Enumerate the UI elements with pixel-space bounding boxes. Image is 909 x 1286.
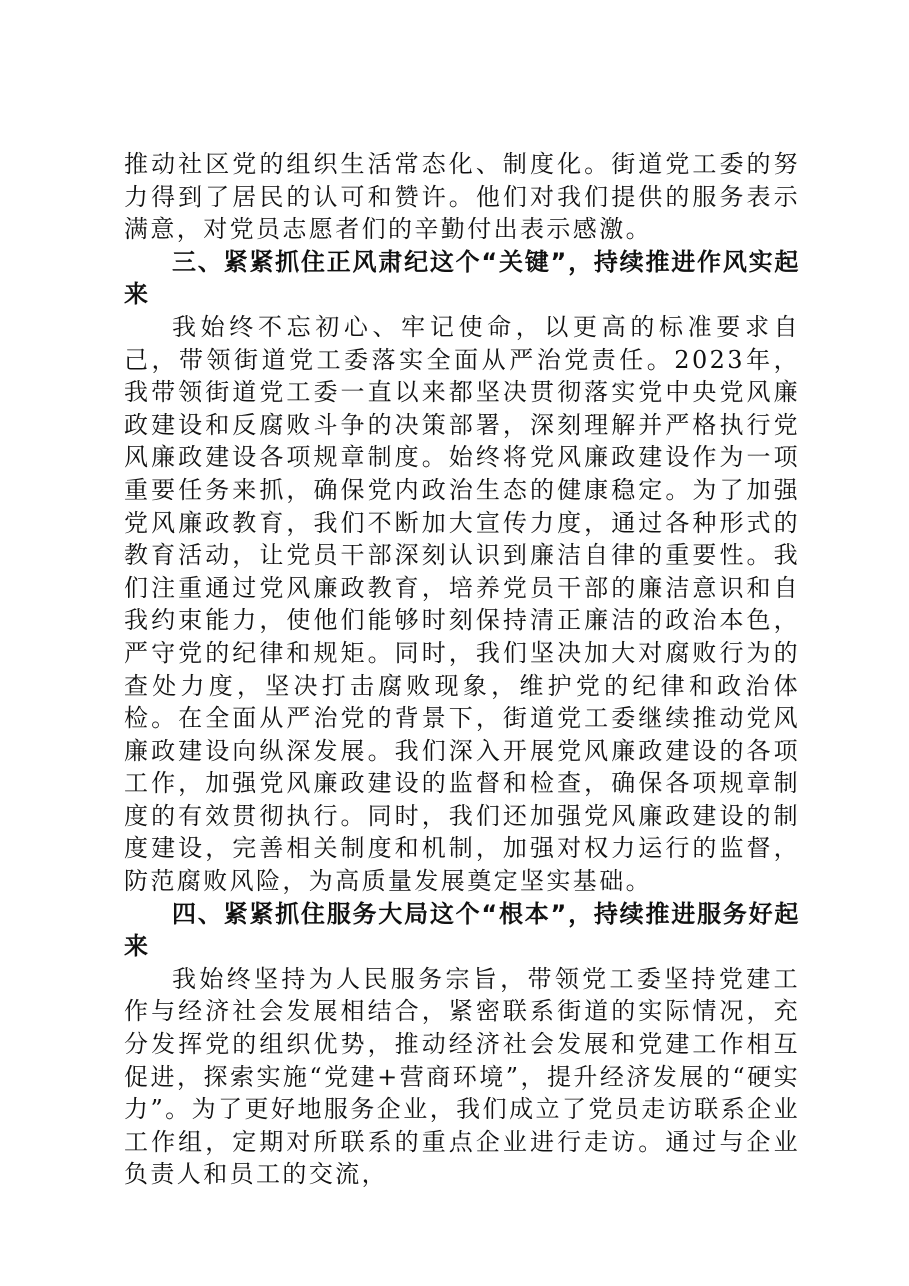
body-paragraph-service: 我始终坚持为人民服务宗旨，带领党工委坚持党建工作与经济社会发展相结合，紧密联系街道的实际情况，充分发挥党的组织优势，推动经济社会发展和党建工作相互促进，探索实施“党建+营商环境”，提升经济发展的“硬实力”。为了更好地服务企业，我们成立了党员走访联系企业工作组，定期对所联系的重点企业进行走访。通过与企业负责人和员工的交流， [124, 964, 800, 1189]
section-heading-four: 四、紧紧抓住服务大局这个“根本”，持续推进服务好起来 [124, 899, 800, 961]
body-paragraph-continuation: 推动社区党的组织生活常态化、制度化。街道党工委的努力得到了居民的认可和赞许。他们对我们提供的服务表示满意，对党员志愿者们的辛勤付出表示感激。 [124, 150, 800, 244]
document-body [124, 148, 800, 1191]
section-heading-three: 三、紧紧抓住正风肃纪这个“关键”，持续推进作风实起来 [124, 247, 800, 309]
body-paragraph-discipline: 我始终不忘初心、牢记使命，以更高的标准要求自己，带领街道党工委落实全面从严治党责任。2023年，我带领街道党工委一直以来都坚决贯彻落实党中央党风廉政建设和反腐败斗争的决策部署，深刻理解并严格执行党风廉政建设各项规章制度。始终将党风廉政建设作为一项重要任务来抓，确保党内政治生态的健康稳定。为了加强党风廉政教育，我们不断加大宣传力度，通过各种形式的教育活动，让党员干部深刻认识到廉洁自律的重要性。我们注重通过党风廉政教育，培养党员干部的廉洁意识和自我约束能力，使他们能够时刻保持清正廉洁的政治本色，严守党的纪律和规矩。同时，我们坚决加大对腐败行为的查处力度，坚决打击腐败现象，维护党的纪律和政治体检。在全面从严治党的背景下，街道党工委继续推动党风廉政建设向纵深发展。我们深入开展党风廉政建设的各项工作，加强党风廉政建设的监督和检查，确保各项规章制度的有效贯彻执行。同时，我们还加强党风廉政建设的制度建设，完善相关制度和机制，加强对权力运行的监督，防范腐败风险，为高质量发展奠定坚实基础。 [124, 312, 800, 896]
